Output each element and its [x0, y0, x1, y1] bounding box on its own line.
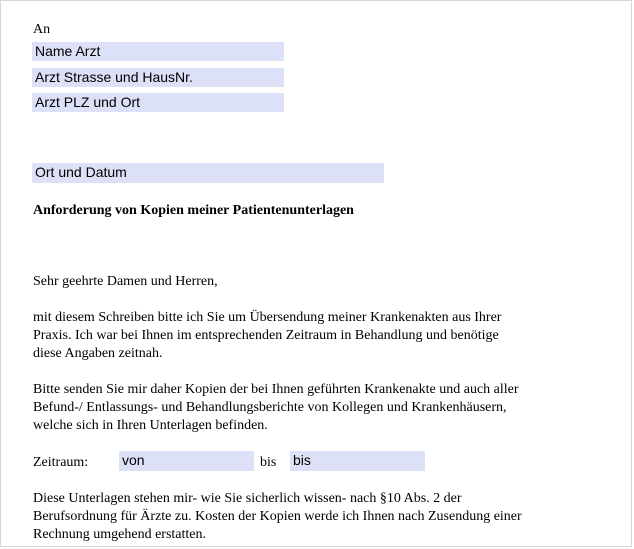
- paragraph-request: [33, 309, 613, 363]
- to-label: An: [33, 22, 51, 37]
- subject-line: Anforderung von Kopien meiner Patientenunterlagen: [33, 203, 354, 218]
- salutation: Sehr geehrte Damen und Herren,: [33, 274, 218, 289]
- doctor-city-field[interactable]: Arzt PLZ und Ort: [32, 93, 284, 112]
- paragraph-line: Diese Unterlagen stehen mir- wie Sie sicherlich wissen- nach §10 Abs. 2 der: [33, 491, 462, 506]
- doctor-name-field[interactable]: Name Arzt: [32, 42, 284, 61]
- paragraph-line: Berufsordnung für Ärzte zu. Kosten der Kopien werde ich Ihnen nach Zusendung einer: [33, 509, 522, 524]
- paragraph-line: Bitte senden Sie mir daher Kopien der bei Ihnen geführten Krankenakte und auch aller: [33, 382, 519, 397]
- paragraph-legal: [33, 490, 613, 544]
- period-label: Zeitraum:: [33, 455, 89, 470]
- paragraph-copies: [33, 381, 613, 435]
- period-from-field[interactable]: von: [119, 451, 254, 471]
- period-between-label: bis: [260, 455, 277, 470]
- paragraph-line: Rechnung umgehend erstatten.: [33, 527, 207, 542]
- place-date-field[interactable]: Ort und Datum: [32, 163, 384, 183]
- paragraph-line: Befund-/ Entlassungs- und Behandlungsberichte von Kollegen und Krankenhäusern,: [33, 400, 507, 415]
- paragraph-line: Praxis. Ich war bei Ihnen im entsprechenden Zeitraum in Behandlung und benötige: [33, 328, 499, 343]
- paragraph-line: diese Angaben zeitnah.: [33, 346, 163, 361]
- paragraph-line: mit diesem Schreiben bitte ich Sie um Übersendung meiner Krankenakten aus Ihrer: [33, 310, 502, 325]
- paragraph-line: welche sich in Ihren Unterlagen befinden.: [33, 418, 268, 433]
- period-to-field[interactable]: bis: [290, 451, 425, 471]
- doctor-street-field[interactable]: Arzt Strasse und HausNr.: [32, 68, 284, 87]
